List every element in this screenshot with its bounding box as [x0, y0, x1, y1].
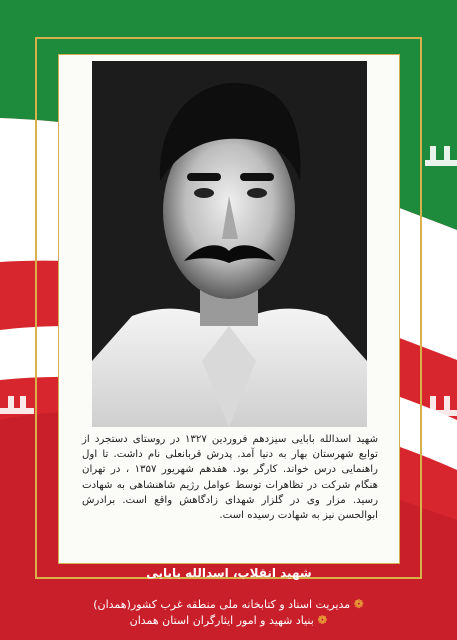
- organization-line-2-text: بنیاد شهید و امور ایثارگران استان همدان: [129, 614, 314, 627]
- flower-icon: ❁: [317, 613, 328, 627]
- organization-line-2: [20, 613, 437, 627]
- flower-icon: ❁: [353, 597, 364, 611]
- portrait-photo: [92, 61, 367, 427]
- organization-line-1-text: مدیریت اسناد و کتابخانه ملی منطقه غرب کشور(همدان): [93, 598, 351, 611]
- organization-line-1: [20, 597, 437, 611]
- martyr-name-title: شهید انقلاب، اسدالله بابایی: [146, 566, 312, 580]
- biography-text: شهید اسدالله بابایی سیزدهم فروردین ۱۳۲۷ در روستای دستجرد از توابع شهرستان بهار به دنیا آمد. پدرش قربانعلی نام داشت. تا اول راهنمایی درس خواند. کارگر بود. هفدهم شهریور ۱۳۵۷ ، در تهران هنگام شرکت در تظاهرات توسط عوامل رژیم شاهنشاهی به شهادت رسید. مزار وی در گلزار شهدای زادگاهش واقع است. برادرش ابوالحسن نیز به شهادت رسیده است.: [82, 434, 378, 522]
